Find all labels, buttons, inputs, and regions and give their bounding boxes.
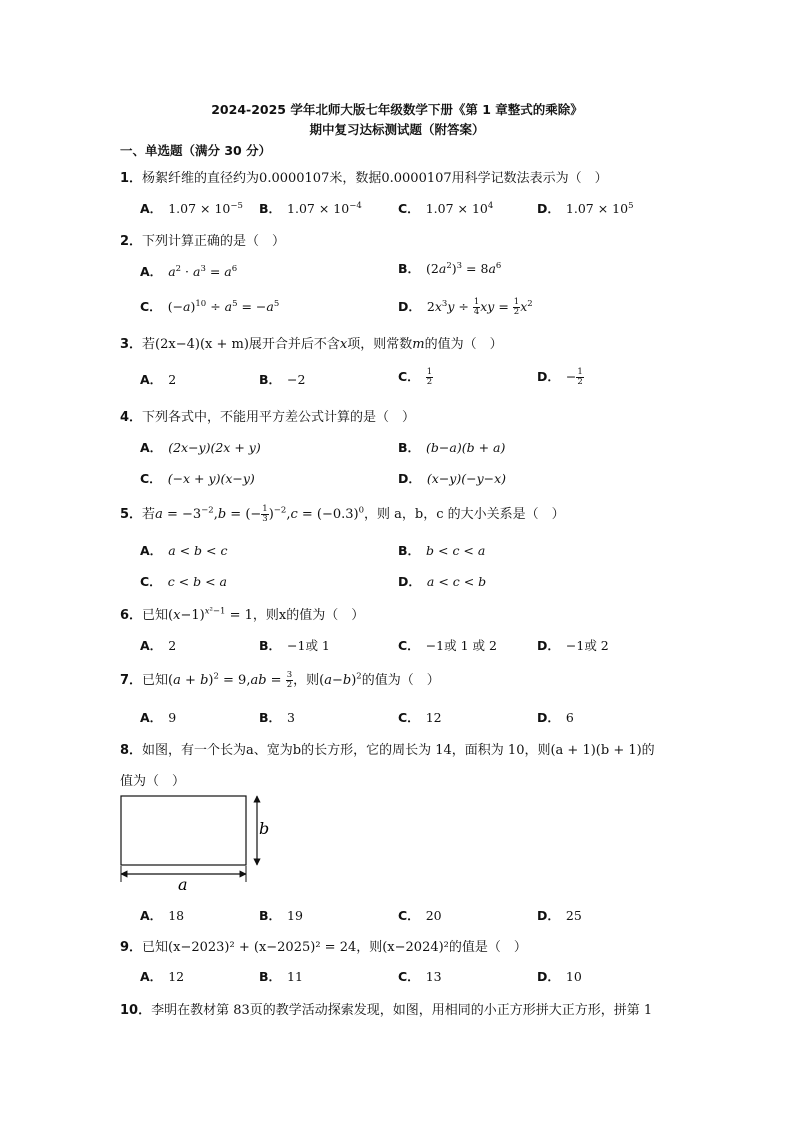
q7-option-a[interactable]: A． 9 [140,710,177,725]
question-6: 6．已知$(x-1)^{x^2-1} = 1$，则x的值为（ ） [120,606,365,623]
q4-option-a[interactable]: A． (2x−y)(2x + y) [140,440,261,455]
question-5: 5．若$a = -3^{-2},b$ = (− $\frac{1}{3}$ )$^{-2},c = (-0.3)^0$，则 a，b，c 的大小关系是（ ） [120,504,565,524]
label-a: a [178,875,188,894]
question-7: 7．已知$(a + b)^2 = 9,ab$ = $\frac{3}{2}$ ，则$(a-b)^2$的值为（ ） [120,670,440,690]
question-number: 1． [120,171,143,186]
q1-option-a[interactable]: A． $1.07 \times 10^{-5}$ [140,200,243,216]
q4-option-c[interactable]: C． (−x + y)(x−y) [140,471,255,486]
question-2: 2．下列计算正确的是（ ） [120,234,286,249]
q7-option-b[interactable]: B． 3 [259,710,295,725]
question-8-line2: 值为（ ） [120,774,186,789]
q5-option-d[interactable]: D． a < c < b [398,574,487,589]
q1-option-b[interactable]: B． $1.07 \times 10^{-4}$ [259,200,362,216]
q8-option-b[interactable]: B． 19 [259,908,303,923]
q2-option-b[interactable]: B． $(2a^2)^3 = 8a^6$ [398,260,502,276]
q6-option-a[interactable]: A． 2 [140,638,177,653]
q9-option-a[interactable]: A． 12 [140,969,185,984]
question-text: 杨絮纤维的直径约为0.0000107米，数据0.0000107用科学记数法表示为（ ） [142,171,608,186]
q2-option-d[interactable]: D． $2x^3y$ ÷ $\frac{1}{4}$ xy = $\frac{1}{2}$ $x^2$ [398,297,533,317]
q5-option-c[interactable]: C． c < b < a [140,574,227,589]
q7-option-d[interactable]: D． 6 [537,710,574,725]
doc-title-line1: 2024-2025 学年北师大版七年级数学下册《第 1 章整式的乘除》 [211,102,583,117]
q2-option-c[interactable]: C． $(-a)^{10} \div a^5 = -a^5$ [140,298,280,314]
q6-option-d[interactable]: D． −1或 2 [537,638,609,653]
label-b: b [259,819,270,838]
q9-option-c[interactable]: C． 13 [398,969,442,984]
question-9: 9．已知(x−2023)² + (x−2025)² = 24，则(x−2024)²的值是（ ） [120,940,527,955]
q7-option-c[interactable]: C． 12 [398,710,442,725]
rectangle-figure [115,790,275,895]
q5-option-b[interactable]: B． b < c < a [398,543,486,558]
question-3: 3．若(2x−4)(x + m)展开合并后不含x项，则常数m的值为（ ） [120,337,503,352]
question-4: 4．下列各式中，不能用平方差公式计算的是（ ） [120,410,416,425]
q3-option-c[interactable]: C． $\frac{1}{2}$ [398,367,433,387]
question-1 [120,167,608,186]
q3-option-d[interactable]: D． − $\frac{1}{2}$ [537,367,583,387]
q4-option-b[interactable]: B． (b−a)(b + a) [398,440,506,455]
q9-option-b[interactable]: B． 11 [259,969,303,984]
q4-option-d[interactable]: D． (x−y)(−y−x) [398,471,507,486]
section-heading: 一、单选题（满分 30 分） [120,143,272,158]
q2-option-a[interactable]: A． $a^2 \cdot a^3 = a^6$ [140,263,238,279]
q5-option-a[interactable]: A． a < b < c [140,543,228,558]
q9-option-d[interactable]: D． 10 [537,969,582,984]
q3-option-a[interactable]: A． 2 [140,372,177,387]
q8-option-c[interactable]: C． 20 [398,908,442,923]
question-10: 10．李明在教材第 83页的教学活动探索发现，如图，用相同的小正方形拼大正方形，拼第 1 [120,1003,653,1018]
q6-option-c[interactable]: C． −1或 1 或 2 [398,638,497,653]
q1-option-c[interactable]: C． $1.07 \times 10^4$ [398,200,494,216]
q6-option-b[interactable]: B． −1或 1 [259,638,330,653]
q8-option-d[interactable]: D． 25 [537,908,582,923]
question-8: 8．如图，有一个长为a、宽为b的长方形，它的周长为 14，面积为 10，则(a + 1)(b + 1)的 [120,743,655,758]
rectangle-shape [121,796,246,865]
doc-title-line2: 期中复习达标测试题（附答案） [309,122,485,137]
q3-option-b[interactable]: B． −2 [259,372,306,387]
q1-option-d[interactable]: D． $1.07 \times 10^5$ [537,200,634,216]
q8-option-a[interactable]: A． 18 [140,908,185,923]
